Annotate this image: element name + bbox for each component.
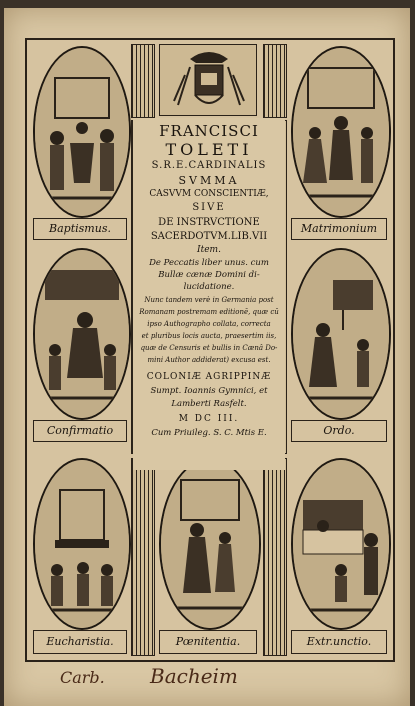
pillar-bottom-right bbox=[263, 458, 287, 656]
title-desc-6: ipso Authographo collata, correcta bbox=[147, 320, 271, 328]
title-desc-5: Romanam postremam editionē, quæ cū bbox=[139, 308, 279, 316]
title-sive: SIVE bbox=[192, 202, 226, 213]
title-imprint-year: M DC III. bbox=[178, 414, 240, 424]
title-imprint-publisher-2: Lamberti Rasfelt. bbox=[171, 399, 247, 409]
title-imprint-privilege: Cum Priuileg. S. C. Mtis E. bbox=[151, 428, 267, 438]
eucharist-engraving bbox=[33, 458, 131, 630]
marriage-caption: Matrimonium bbox=[300, 222, 378, 235]
title-block bbox=[133, 118, 285, 470]
coat-of-arms-panel bbox=[159, 44, 257, 116]
title-author-first: FRANCISCI bbox=[159, 122, 259, 140]
eucharist-caption: Eucharistia. bbox=[46, 635, 114, 648]
title-item: Item. bbox=[197, 245, 221, 255]
title-desc-8: quæ de Censuris et bullis in Cænâ Do- bbox=[140, 344, 278, 352]
title-imprint-city: COLONIÆ AGRIPPINÆ bbox=[146, 372, 272, 382]
marriage-engraving bbox=[291, 46, 391, 218]
confirmation-engraving bbox=[33, 248, 131, 420]
title-desc-3: lucidatione. bbox=[183, 282, 235, 292]
title-desc-9: mini Author addiderat) excusa est. bbox=[147, 356, 271, 364]
confirmation-caption: Confirmatio bbox=[46, 424, 114, 437]
handwritten-note-2: Bacheim bbox=[150, 664, 238, 688]
title-imprint-publisher-1: Sumpt. Ioannis Gymnici, et bbox=[150, 386, 268, 396]
title-author-rank: S.R.E.CARDINALIS bbox=[151, 160, 267, 171]
title-desc-4: Nunc tandem verè in Germania post bbox=[144, 296, 274, 304]
baptism-engraving bbox=[33, 46, 131, 218]
title-desc-1: De Peccatis liber unus. cum bbox=[149, 258, 269, 268]
pillar-top-left bbox=[131, 44, 155, 118]
title-desc-7: et pluribus locis aucta, praesertim iis, bbox=[141, 332, 277, 340]
title-author-last: TOLETI bbox=[165, 140, 253, 159]
extreme-unction-caption: Extr.unctio. bbox=[306, 635, 372, 648]
orders-engraving bbox=[291, 248, 391, 420]
orders-caption: Ordo. bbox=[323, 424, 355, 437]
title-subtitle-2: SACERDOTVM.LIB.VII bbox=[150, 231, 268, 242]
penance-caption: Pœnitentia. bbox=[175, 635, 241, 648]
handwritten-note-1: Carb. bbox=[60, 668, 105, 687]
title-subtitle-1: DE INSTRVCTIONE bbox=[158, 217, 260, 228]
pillar-bottom-left bbox=[131, 458, 155, 656]
extreme-unction-engraving bbox=[291, 458, 391, 630]
title-summa: SVMMA bbox=[178, 174, 240, 187]
pillar-top-right bbox=[263, 44, 287, 118]
baptism-caption: Baptismus. bbox=[49, 222, 111, 235]
coat-of-arms-icon bbox=[160, 45, 257, 116]
title-main: CASVVM CONSCIENTIÆ, bbox=[149, 189, 269, 199]
penance-engraving bbox=[159, 458, 261, 630]
title-desc-2: Bullæ cænæ Domini di- bbox=[158, 270, 260, 280]
